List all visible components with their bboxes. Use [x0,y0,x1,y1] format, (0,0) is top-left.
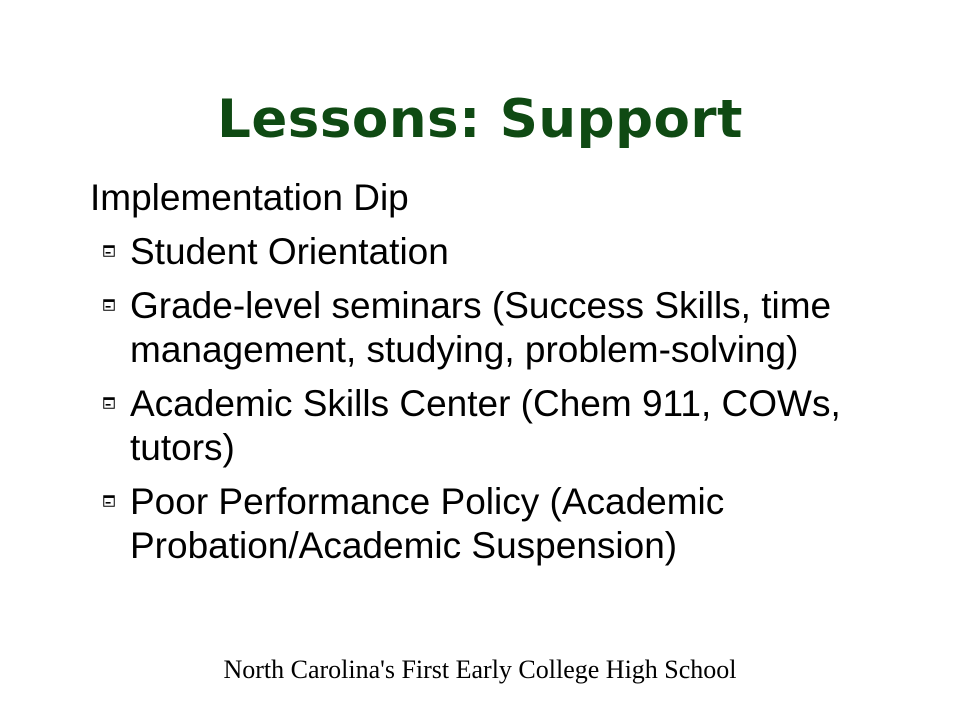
slide-footer: North Carolina's First Early College High School [223,655,737,684]
slide-title: Lessons: Support [217,89,743,150]
slide-body [90,176,870,578]
window-minimize-icon [103,245,115,257]
window-minimize-icon [103,495,115,507]
bullet-item [90,284,870,372]
window-minimize-icon [103,299,115,311]
bullet-text: Poor Performance Policy (Academic Probation/Academic Suspension) [130,481,725,566]
bullet-item [90,480,870,568]
bullet-text: Academic Skills Center (Chem 911, COWs, tutors) [130,383,841,468]
bullet-list [90,230,870,568]
bullet-item [90,230,870,274]
bullet-text: Student Orientation [130,231,449,272]
window-minimize-icon [103,397,115,409]
intro-text: Implementation Dip [90,177,409,218]
bullet-item [90,382,870,470]
bullet-text: Grade-level seminars (Success Skills, time management, studying, problem-solving) [130,285,832,370]
